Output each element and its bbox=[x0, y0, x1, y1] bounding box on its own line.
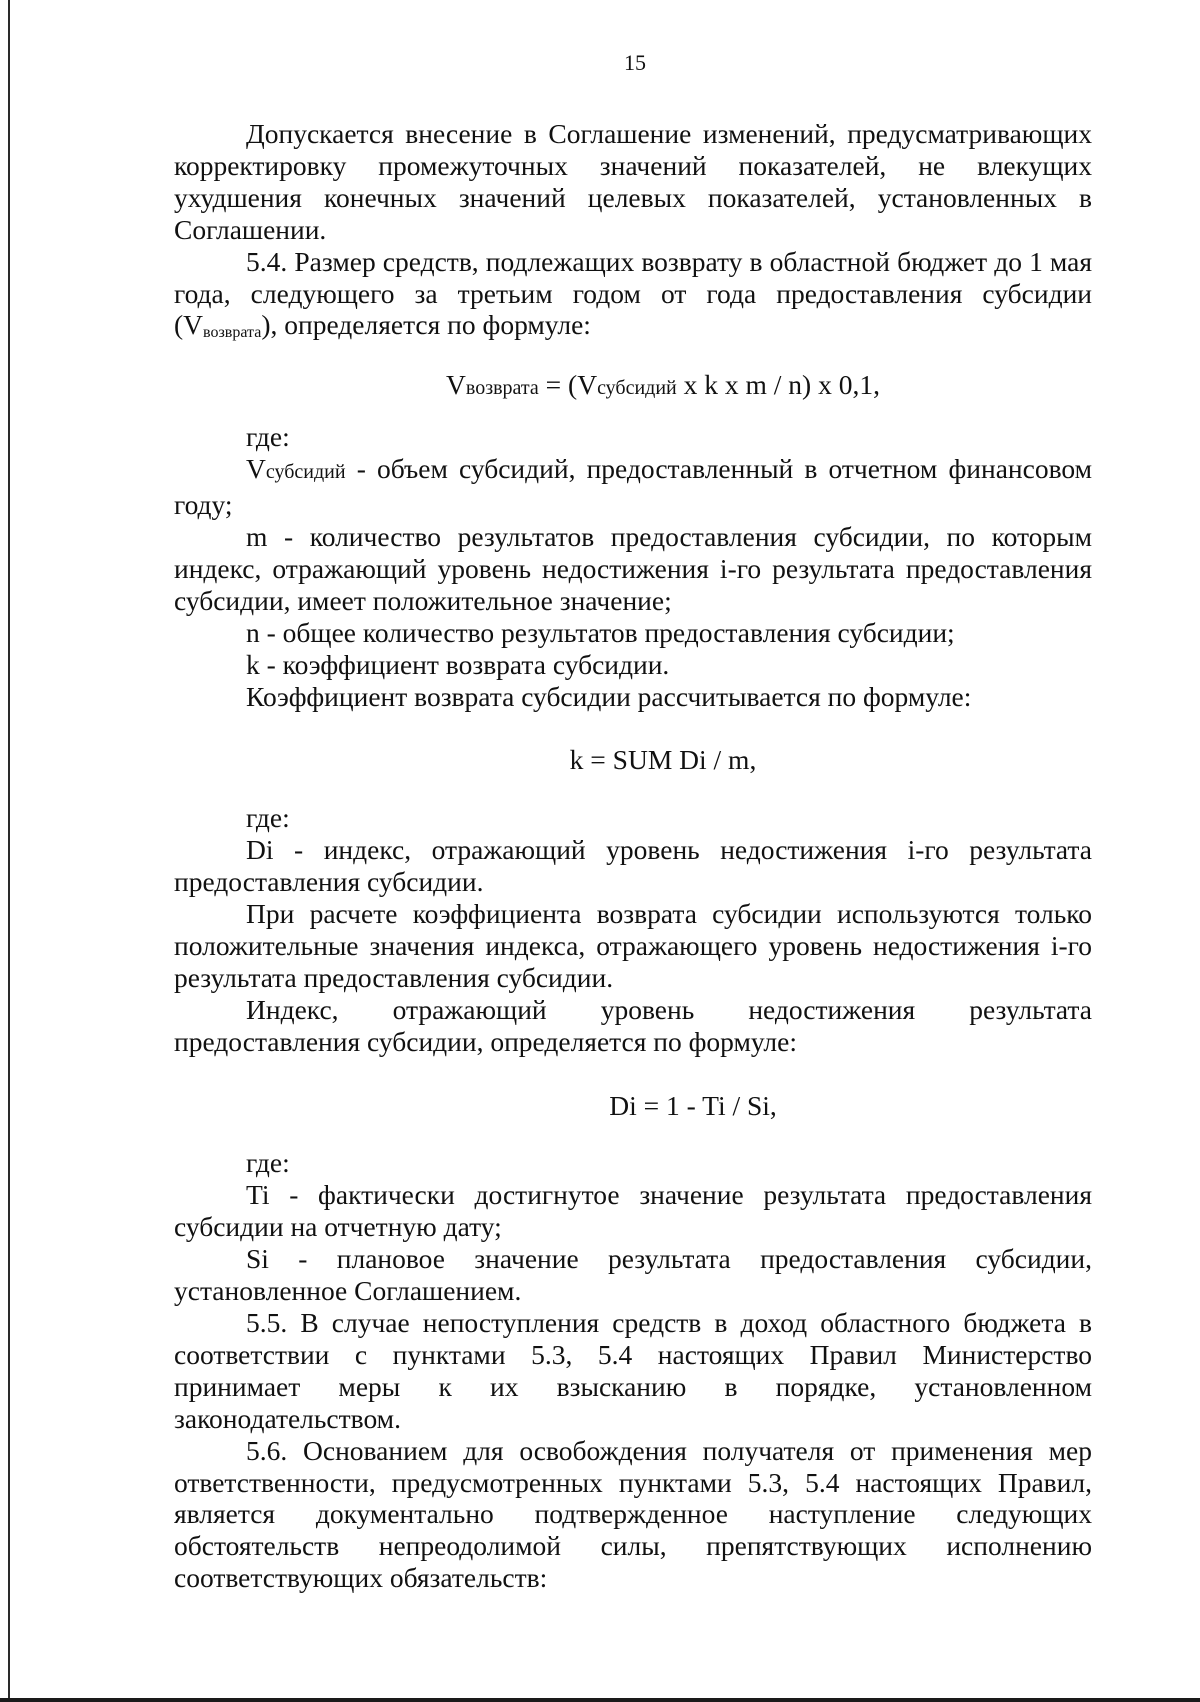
paragraph-5-5: 5.5. В случае непоступления средств в доход областного бюджета в соответствии с пунктами 5.3, 5.4 настоящих Правил Министерство принимает меры к их взысканию в порядке, установленном законодательством. bbox=[174, 1307, 1092, 1434]
formula-refund-v-sub: возврата bbox=[465, 377, 539, 400]
where-label-2: где: bbox=[246, 802, 290, 834]
paragraph-5-4-subscript: возврата bbox=[203, 324, 262, 342]
page-number: 15 bbox=[624, 50, 646, 75]
definition-m: m - количество результатов предоставления субсидии, по которым индекс, отражающий уровень недостижения i-го результата предоставления субсидии, имеет положительное значение; bbox=[174, 520, 1092, 616]
where-label-1: где: bbox=[246, 421, 290, 453]
where-label-3: где: bbox=[246, 1147, 290, 1179]
definition-ti: Ti - фактически достигнутое значение результата предоставления субсидии на отчетную дату; bbox=[174, 1179, 1092, 1243]
scan-bottom-edge bbox=[0, 1698, 1200, 1702]
definition-k: k - коэффициент возврата субсидии. bbox=[246, 648, 670, 680]
formula-di: Di = 1 - Ti / Si, bbox=[609, 1089, 777, 1121]
paragraph-agreement-changes: Допускается внесение в Соглашение изменений, предусматривающих корректировку промежуточных значений показателей, не влекущих ухудшения конечных значений целевых показателей, установленных в Соглашении. bbox=[174, 118, 1092, 245]
formula-k: k = SUM Di / m, bbox=[569, 744, 757, 776]
calculation-note: При расчете коэффициента возврата субсидии используются только положительные значения индекса, отражающего уровень недостижения i-го результата предоставления субсидии. bbox=[174, 898, 1092, 993]
formula-refund bbox=[174, 369, 1092, 405]
index-formula-intro: Индекс, отражающий уровень недостижения результата предоставления субсидии, определяется по формуле: bbox=[174, 993, 1092, 1057]
paragraph-5-4-text-a: 5.4. Размер средств, подлежащих возврату в областной бюджет до 1 мая года, следующего за третьим годом от года предоставления субсидии (V bbox=[174, 245, 1092, 341]
formula-refund-v: V bbox=[446, 369, 466, 401]
formula-refund-subsidy-sub: субсидий bbox=[597, 377, 677, 400]
definition-v-subscript: субсидий bbox=[265, 461, 346, 484]
definition-si: Si - плановое значение результата предоставления субсидии, установленное Соглашением. bbox=[174, 1243, 1092, 1307]
scan-left-edge bbox=[8, 0, 10, 1702]
k-formula-intro: Коэффициент возврата субсидии рассчитывается по формуле: bbox=[246, 680, 972, 712]
definition-v-subsidy bbox=[174, 453, 1092, 521]
paragraph-5-6: 5.6. Основанием для освобождения получателя от применения мер ответственности, предусмотренных пунктами 5.3, 5.4 настоящих Правил, является документально подтвержденное наступление следующих обстоятельств непреодолимой силы, препятствующих исполнению соответствующих обязательств: bbox=[174, 1434, 1092, 1594]
formula-refund-end: x k x m / n) x 0,1, bbox=[676, 369, 880, 401]
definition-n: n - общее количество результатов предоставления субсидии; bbox=[246, 616, 955, 648]
document-body bbox=[174, 118, 1092, 1594]
definition-v-text: - объем субсидий, предоставленный в отчетном финансовом году; bbox=[174, 453, 1092, 521]
paragraph-5-4-text-b: ), определяется по формуле: bbox=[261, 309, 591, 341]
definition-di: Di - индекс, отражающий уровень недостижения i-го результата предоставления субсидии. bbox=[174, 834, 1092, 898]
formula-refund-mid: = (V bbox=[538, 369, 598, 401]
definition-v-symbol: V bbox=[246, 453, 266, 485]
paragraph-5-4 bbox=[174, 246, 1092, 350]
